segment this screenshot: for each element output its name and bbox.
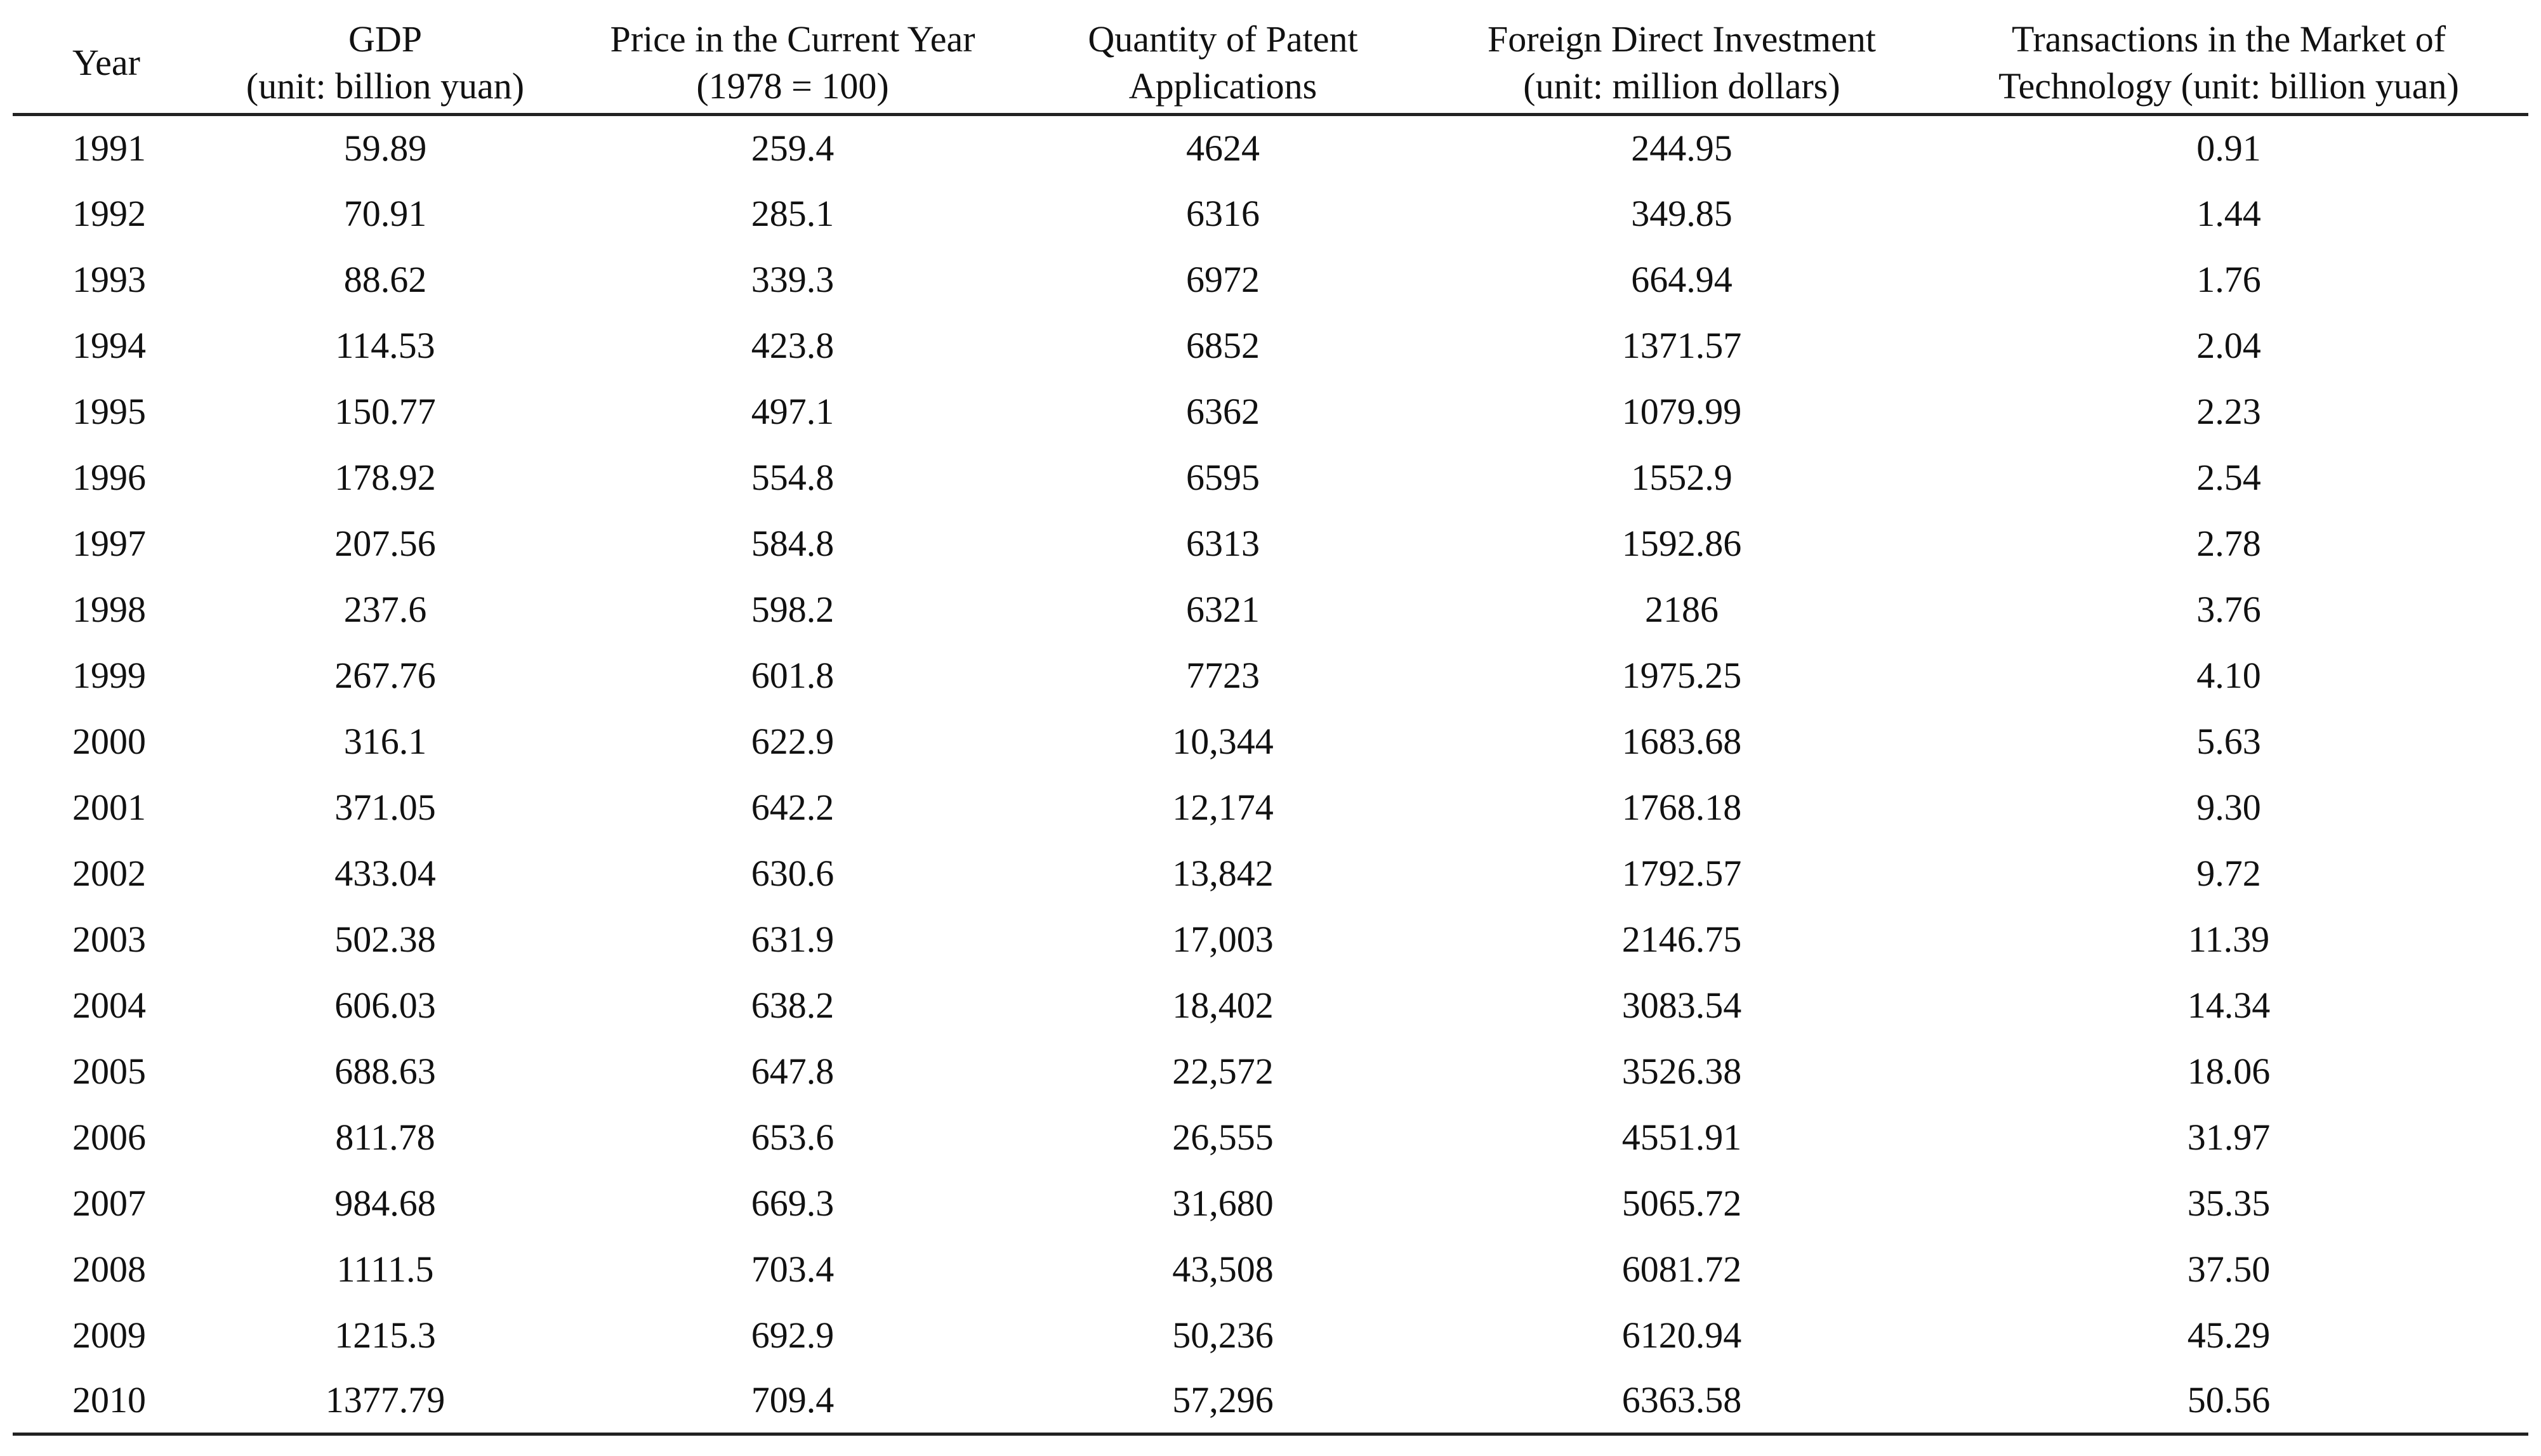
table-row: [13, 378, 2528, 444]
gdp-cell: 267.76: [334, 654, 436, 696]
gdp-cell: 59.89: [343, 127, 427, 169]
gdp-cell: 688.63: [334, 1050, 436, 1092]
fdi-cell: 2146.75: [1621, 918, 1742, 960]
year-cell: 2005: [72, 1050, 146, 1092]
table-body: [13, 114, 2528, 1434]
gdp-cell: 1377.79: [197, 1368, 574, 1434]
patents-cell: 6972: [1186, 258, 1260, 300]
price-cell: 647.8: [751, 1050, 835, 1092]
price-cell: 653.6: [751, 1116, 835, 1158]
price-cell: 601.8: [751, 654, 835, 696]
gdp-cell: 150.77: [334, 390, 436, 432]
gdp-cell: 178.92: [334, 456, 436, 498]
year-cell: 2009: [72, 1314, 146, 1356]
fdi-cell: 1768.18: [1621, 786, 1742, 828]
gdp-cell: 1111.5: [336, 1248, 434, 1290]
tech-market-cell: 18.06: [2187, 1050, 2271, 1092]
patents-cell: 26,555: [1172, 1116, 1274, 1158]
table-row: [13, 1236, 2528, 1302]
fdi-cell: 244.95: [1631, 127, 1732, 169]
price-cell: 584.8: [751, 522, 835, 564]
patents-cell: 4624: [1186, 127, 1260, 169]
year-cell: 1996: [72, 456, 146, 498]
fdi-cell: 5065.72: [1621, 1182, 1742, 1224]
tech-market-cell: 5.63: [2196, 720, 2261, 762]
header-tech-market-line1: Transactions in the Market of: [2011, 18, 2446, 60]
fdi-cell: 3083.54: [1621, 984, 1742, 1026]
price-cell: 259.4: [751, 127, 835, 169]
header-price-line1: Price in the Current Year: [610, 18, 975, 60]
year-cell: 1992: [72, 192, 146, 234]
price-cell: 703.4: [751, 1248, 835, 1290]
header-tech-market-line2: Technology (unit: billion yuan): [1998, 65, 2459, 107]
price-cell: 339.3: [751, 258, 835, 300]
patents-cell: 6595: [1186, 456, 1260, 498]
gdp-cell: 984.68: [334, 1182, 436, 1224]
tech-market-cell: 50.56: [1929, 1368, 2528, 1434]
table-row: [13, 180, 2528, 246]
patents-cell: 43,508: [1172, 1248, 1274, 1290]
gdp-cell: 316.1: [343, 720, 427, 762]
price-cell: 638.2: [751, 984, 835, 1026]
table-row: [13, 774, 2528, 840]
fdi-cell: 349.85: [1631, 192, 1732, 234]
gdp-cell: 237.6: [343, 588, 427, 630]
gdp-cell: 88.62: [343, 258, 427, 300]
header-tech-market: [1929, 13, 2528, 114]
header-gdp-line2: (unit: billion yuan): [246, 65, 525, 107]
tech-market-cell: 35.35: [2187, 1182, 2271, 1224]
table-row: [13, 642, 2528, 708]
year-cell: 2007: [72, 1182, 146, 1224]
year-cell: 2000: [72, 720, 146, 762]
patents-cell: 57,296: [1012, 1368, 1434, 1434]
tech-market-cell: 2.78: [2196, 522, 2261, 564]
price-cell: 554.8: [751, 456, 835, 498]
gdp-cell: 606.03: [334, 984, 436, 1026]
patents-cell: 6316: [1186, 192, 1260, 234]
fdi-cell: 1592.86: [1621, 522, 1742, 564]
price-cell: 631.9: [751, 918, 835, 960]
price-cell: 285.1: [751, 192, 835, 234]
table-row: [13, 510, 2528, 576]
year-cell: 2002: [72, 852, 146, 894]
data-table: [13, 13, 2528, 1436]
header-patents: [1012, 13, 1434, 114]
table-row: [13, 246, 2528, 312]
year-cell: 1999: [72, 654, 146, 696]
price-cell: 622.9: [751, 720, 835, 762]
tech-market-cell: 45.29: [2187, 1314, 2271, 1356]
header-fdi-line1: Foreign Direct Investment: [1487, 18, 1877, 60]
fdi-cell: 1552.9: [1631, 456, 1732, 498]
price-cell: 598.2: [751, 588, 835, 630]
table-row: [13, 1302, 2528, 1368]
table-row: [13, 1368, 2528, 1434]
price-cell: 642.2: [751, 786, 835, 828]
year-cell: 2008: [72, 1248, 146, 1290]
year-cell: 2001: [72, 786, 146, 828]
tech-market-cell: 2.04: [2196, 324, 2261, 366]
header-row: [13, 13, 2528, 114]
patents-cell: 6321: [1186, 588, 1260, 630]
table-row: [13, 906, 2528, 972]
year-cell: 1995: [72, 390, 146, 432]
price-cell: 669.3: [751, 1182, 835, 1224]
year-cell: 2003: [72, 918, 146, 960]
fdi-cell: 6363.58: [1434, 1368, 1929, 1434]
patents-cell: 6313: [1186, 522, 1260, 564]
fdi-cell: 4551.91: [1621, 1116, 1742, 1158]
price-cell: 709.4: [574, 1368, 1012, 1434]
header-patents-line2: Applications: [1128, 65, 1317, 107]
header-year: [13, 13, 197, 114]
year-cell: 1997: [72, 522, 146, 564]
year-cell: 1993: [72, 258, 146, 300]
patents-cell: 10,344: [1172, 720, 1274, 762]
header-year-line1: Year: [72, 41, 140, 83]
price-cell: 630.6: [751, 852, 835, 894]
gdp-cell: 1215.3: [334, 1314, 436, 1356]
price-cell: 423.8: [751, 324, 835, 366]
patents-cell: 22,572: [1172, 1050, 1274, 1092]
fdi-cell: 6120.94: [1621, 1314, 1742, 1356]
header-price-line2: (1978 = 100): [696, 65, 889, 107]
table-row: [13, 444, 2528, 510]
patents-cell: 12,174: [1172, 786, 1274, 828]
gdp-cell: 811.78: [335, 1116, 435, 1158]
fdi-cell: 1371.57: [1621, 324, 1742, 366]
fdi-cell: 1079.99: [1621, 390, 1742, 432]
table-header: [13, 13, 2528, 114]
price-cell: 692.9: [751, 1314, 835, 1356]
fdi-cell: 664.94: [1631, 258, 1732, 300]
data-table-container: [13, 13, 2528, 1436]
table-row: [13, 576, 2528, 642]
tech-market-cell: 2.23: [2196, 390, 2261, 432]
tech-market-cell: 9.72: [2196, 852, 2261, 894]
tech-market-cell: 0.91: [2196, 127, 2261, 169]
header-price: [574, 13, 1012, 114]
fdi-cell: 3526.38: [1621, 1050, 1742, 1092]
patents-cell: 13,842: [1172, 852, 1274, 894]
table-row: [13, 1170, 2528, 1236]
patents-cell: 6852: [1186, 324, 1260, 366]
table-row: [13, 840, 2528, 906]
gdp-cell: 371.05: [334, 786, 436, 828]
tech-market-cell: 1.76: [2196, 258, 2261, 300]
header-gdp: [197, 13, 574, 114]
fdi-cell: 2186: [1645, 588, 1719, 630]
gdp-cell: 70.91: [343, 192, 427, 234]
year-cell: 2006: [72, 1116, 146, 1158]
table-row: [13, 1038, 2528, 1104]
header-fdi: [1434, 13, 1929, 114]
tech-market-cell: 11.39: [2188, 918, 2270, 960]
header-gdp-line1: GDP: [348, 18, 423, 60]
table-row: [13, 114, 2528, 180]
tech-market-cell: 1.44: [2196, 192, 2261, 234]
patents-cell: 50,236: [1172, 1314, 1274, 1356]
year-cell: 2010: [13, 1368, 197, 1434]
patents-cell: 7723: [1186, 654, 1260, 696]
fdi-cell: 1975.25: [1621, 654, 1742, 696]
patents-cell: 17,003: [1172, 918, 1274, 960]
table-row: [13, 972, 2528, 1038]
table-row: [13, 312, 2528, 378]
year-cell: 2004: [72, 984, 146, 1026]
tech-market-cell: 2.54: [2196, 456, 2261, 498]
year-cell: 1991: [72, 127, 146, 169]
fdi-cell: 1792.57: [1621, 852, 1742, 894]
gdp-cell: 207.56: [334, 522, 436, 564]
table-row: [13, 708, 2528, 774]
year-cell: 1998: [72, 588, 146, 630]
header-patents-line1: Quantity of Patent: [1088, 18, 1358, 60]
gdp-cell: 433.04: [334, 852, 436, 894]
gdp-cell: 114.53: [335, 324, 435, 366]
tech-market-cell: 9.30: [2196, 786, 2261, 828]
fdi-cell: 6081.72: [1621, 1248, 1742, 1290]
header-fdi-line2: (unit: million dollars): [1523, 65, 1840, 107]
tech-market-cell: 31.97: [2187, 1116, 2271, 1158]
price-cell: 497.1: [751, 390, 835, 432]
patents-cell: 6362: [1186, 390, 1260, 432]
tech-market-cell: 4.10: [2196, 654, 2261, 696]
table-row: [13, 1104, 2528, 1170]
tech-market-cell: 14.34: [2187, 984, 2271, 1026]
patents-cell: 31,680: [1172, 1182, 1274, 1224]
tech-market-cell: 37.50: [2187, 1248, 2271, 1290]
year-cell: 1994: [72, 324, 146, 366]
patents-cell: 18,402: [1172, 984, 1274, 1026]
gdp-cell: 502.38: [334, 918, 436, 960]
tech-market-cell: 3.76: [2196, 588, 2261, 630]
fdi-cell: 1683.68: [1621, 720, 1742, 762]
